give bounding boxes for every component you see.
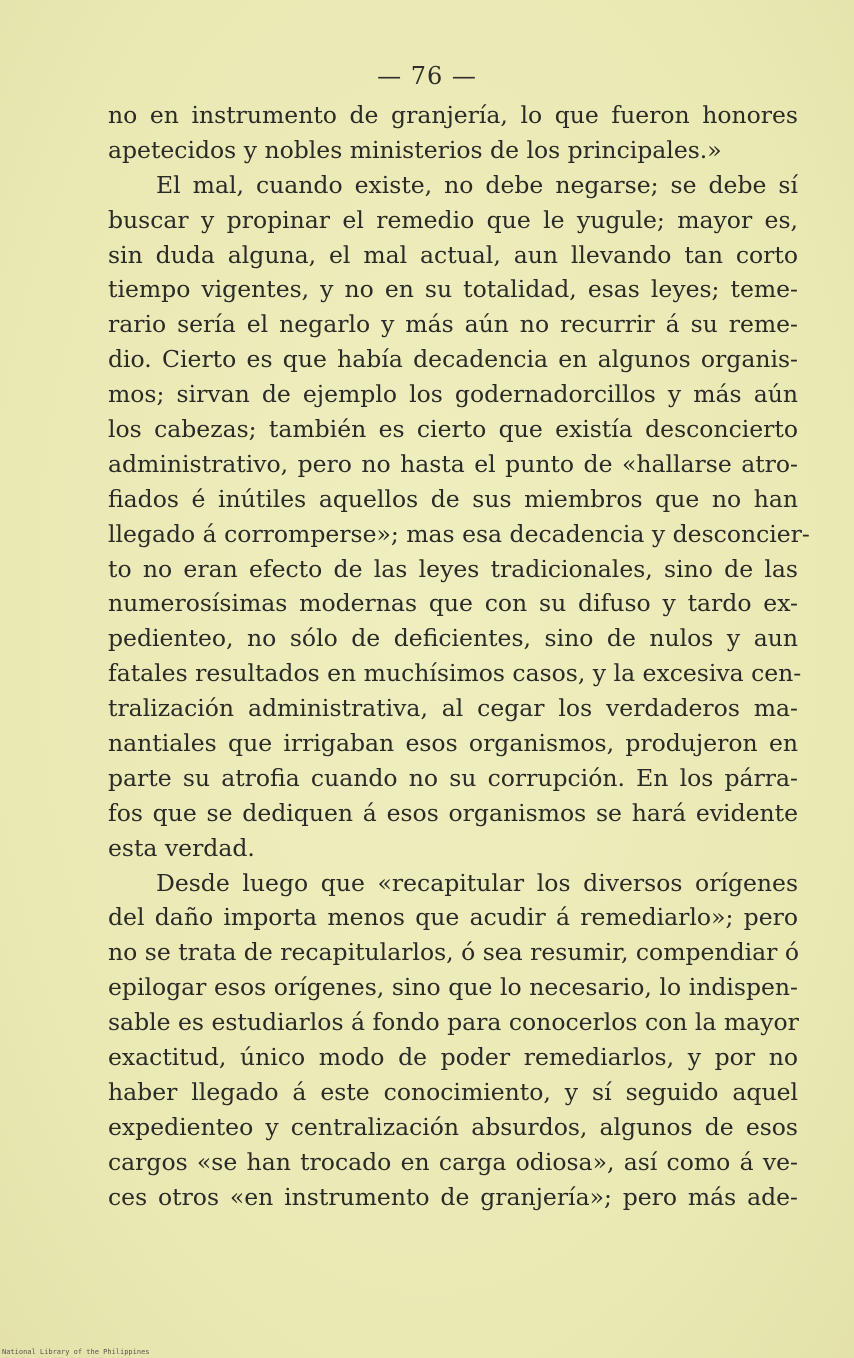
text-line: esta verdad. — [108, 833, 255, 862]
text-line: tiempo vigentes, y no en su totalidad, esas leyes; teme- — [108, 275, 798, 304]
text-line: rario sería el negarlo y más aún no recurrir á su reme- — [108, 310, 798, 339]
text-line: mos; sirvan de ejemplo los godernadorcillos y más aún — [108, 380, 798, 409]
text-line: apetecidos y nobles ministerios de los principales.» — [108, 135, 722, 164]
text-line: cargos «se han trocado en carga odiosa», así como á ve- — [108, 1147, 798, 1176]
text-line: llegado á corromperse»; mas esa decadencia y desconcier- — [108, 519, 810, 548]
text-line: sin duda alguna, el mal actual, aun llevando tan corto — [108, 240, 798, 269]
text-line: buscar y propinar el remedio que le yugule; mayor es, — [108, 205, 798, 234]
text-line: El mal, cuando existe, no debe negarse; se debe sí — [156, 170, 798, 199]
page-number: — 76 — — [377, 62, 477, 90]
text-line: expedienteo y centralización absurdos, algunos de esos — [108, 1112, 798, 1141]
text-line: no en instrumento de granjería, lo que fueron honores — [108, 101, 798, 129]
text-line: dio. Cierto es que había decadencia en algunos organis- — [108, 345, 798, 374]
text-line: Desde luego que «recapitular los diversos orígenes — [156, 868, 798, 897]
text-line: to no eran efecto de las leyes tradicionales, sino de las — [108, 554, 798, 583]
text-line: tralización administrativa, al cegar los verdaderos ma- — [108, 694, 798, 723]
text-line: administrativo, pero no hasta el punto de «hallarse atro- — [108, 449, 798, 478]
text-line: los cabezas; también es cierto que existía desconcierto — [108, 415, 798, 444]
body-text — [108, 98, 810, 1215]
text-line: fiados é inútiles aquellos de sus miembros que no han — [108, 484, 798, 513]
text-line: epilogar esos orígenes, sino que lo necesario, lo indispen- — [108, 973, 798, 1002]
text-line: numerosísimas modernas que con su difuso y tardo ex- — [108, 589, 798, 618]
library-footer: National Library of the Philippines — [2, 1348, 150, 1356]
text-line: fatales resultados en muchísimos casos, y la excesiva cen- — [108, 659, 802, 688]
text-line: nantiales que irrigaban esos organismos, produjeron en — [108, 729, 798, 758]
text-line: fos que se dediquen á esos organismos se hará evidente — [108, 798, 798, 827]
text-line: no se trata de recapitularlos, ó sea resumir, compendiar ó — [108, 938, 799, 967]
text-line: pedienteo, no sólo de deficientes, sino de nulos y aun — [108, 624, 798, 653]
text-line: sable es estudiarlos á fondo para conocerlos con la mayor — [108, 1008, 799, 1037]
text-line: del daño importa menos que acudir á remediarlo»; pero — [108, 903, 798, 932]
text-line: haber llegado á este conocimiento, y sí seguido aquel — [108, 1077, 798, 1106]
text-line: parte su atrofia cuando no su corrupción. En los párra- — [108, 763, 798, 792]
text-line: exactitud, único modo de poder remediarlos, y por no — [108, 1043, 798, 1072]
text-line: ces otros «en instrumento de granjería»; pero más ade- — [108, 1182, 798, 1211]
